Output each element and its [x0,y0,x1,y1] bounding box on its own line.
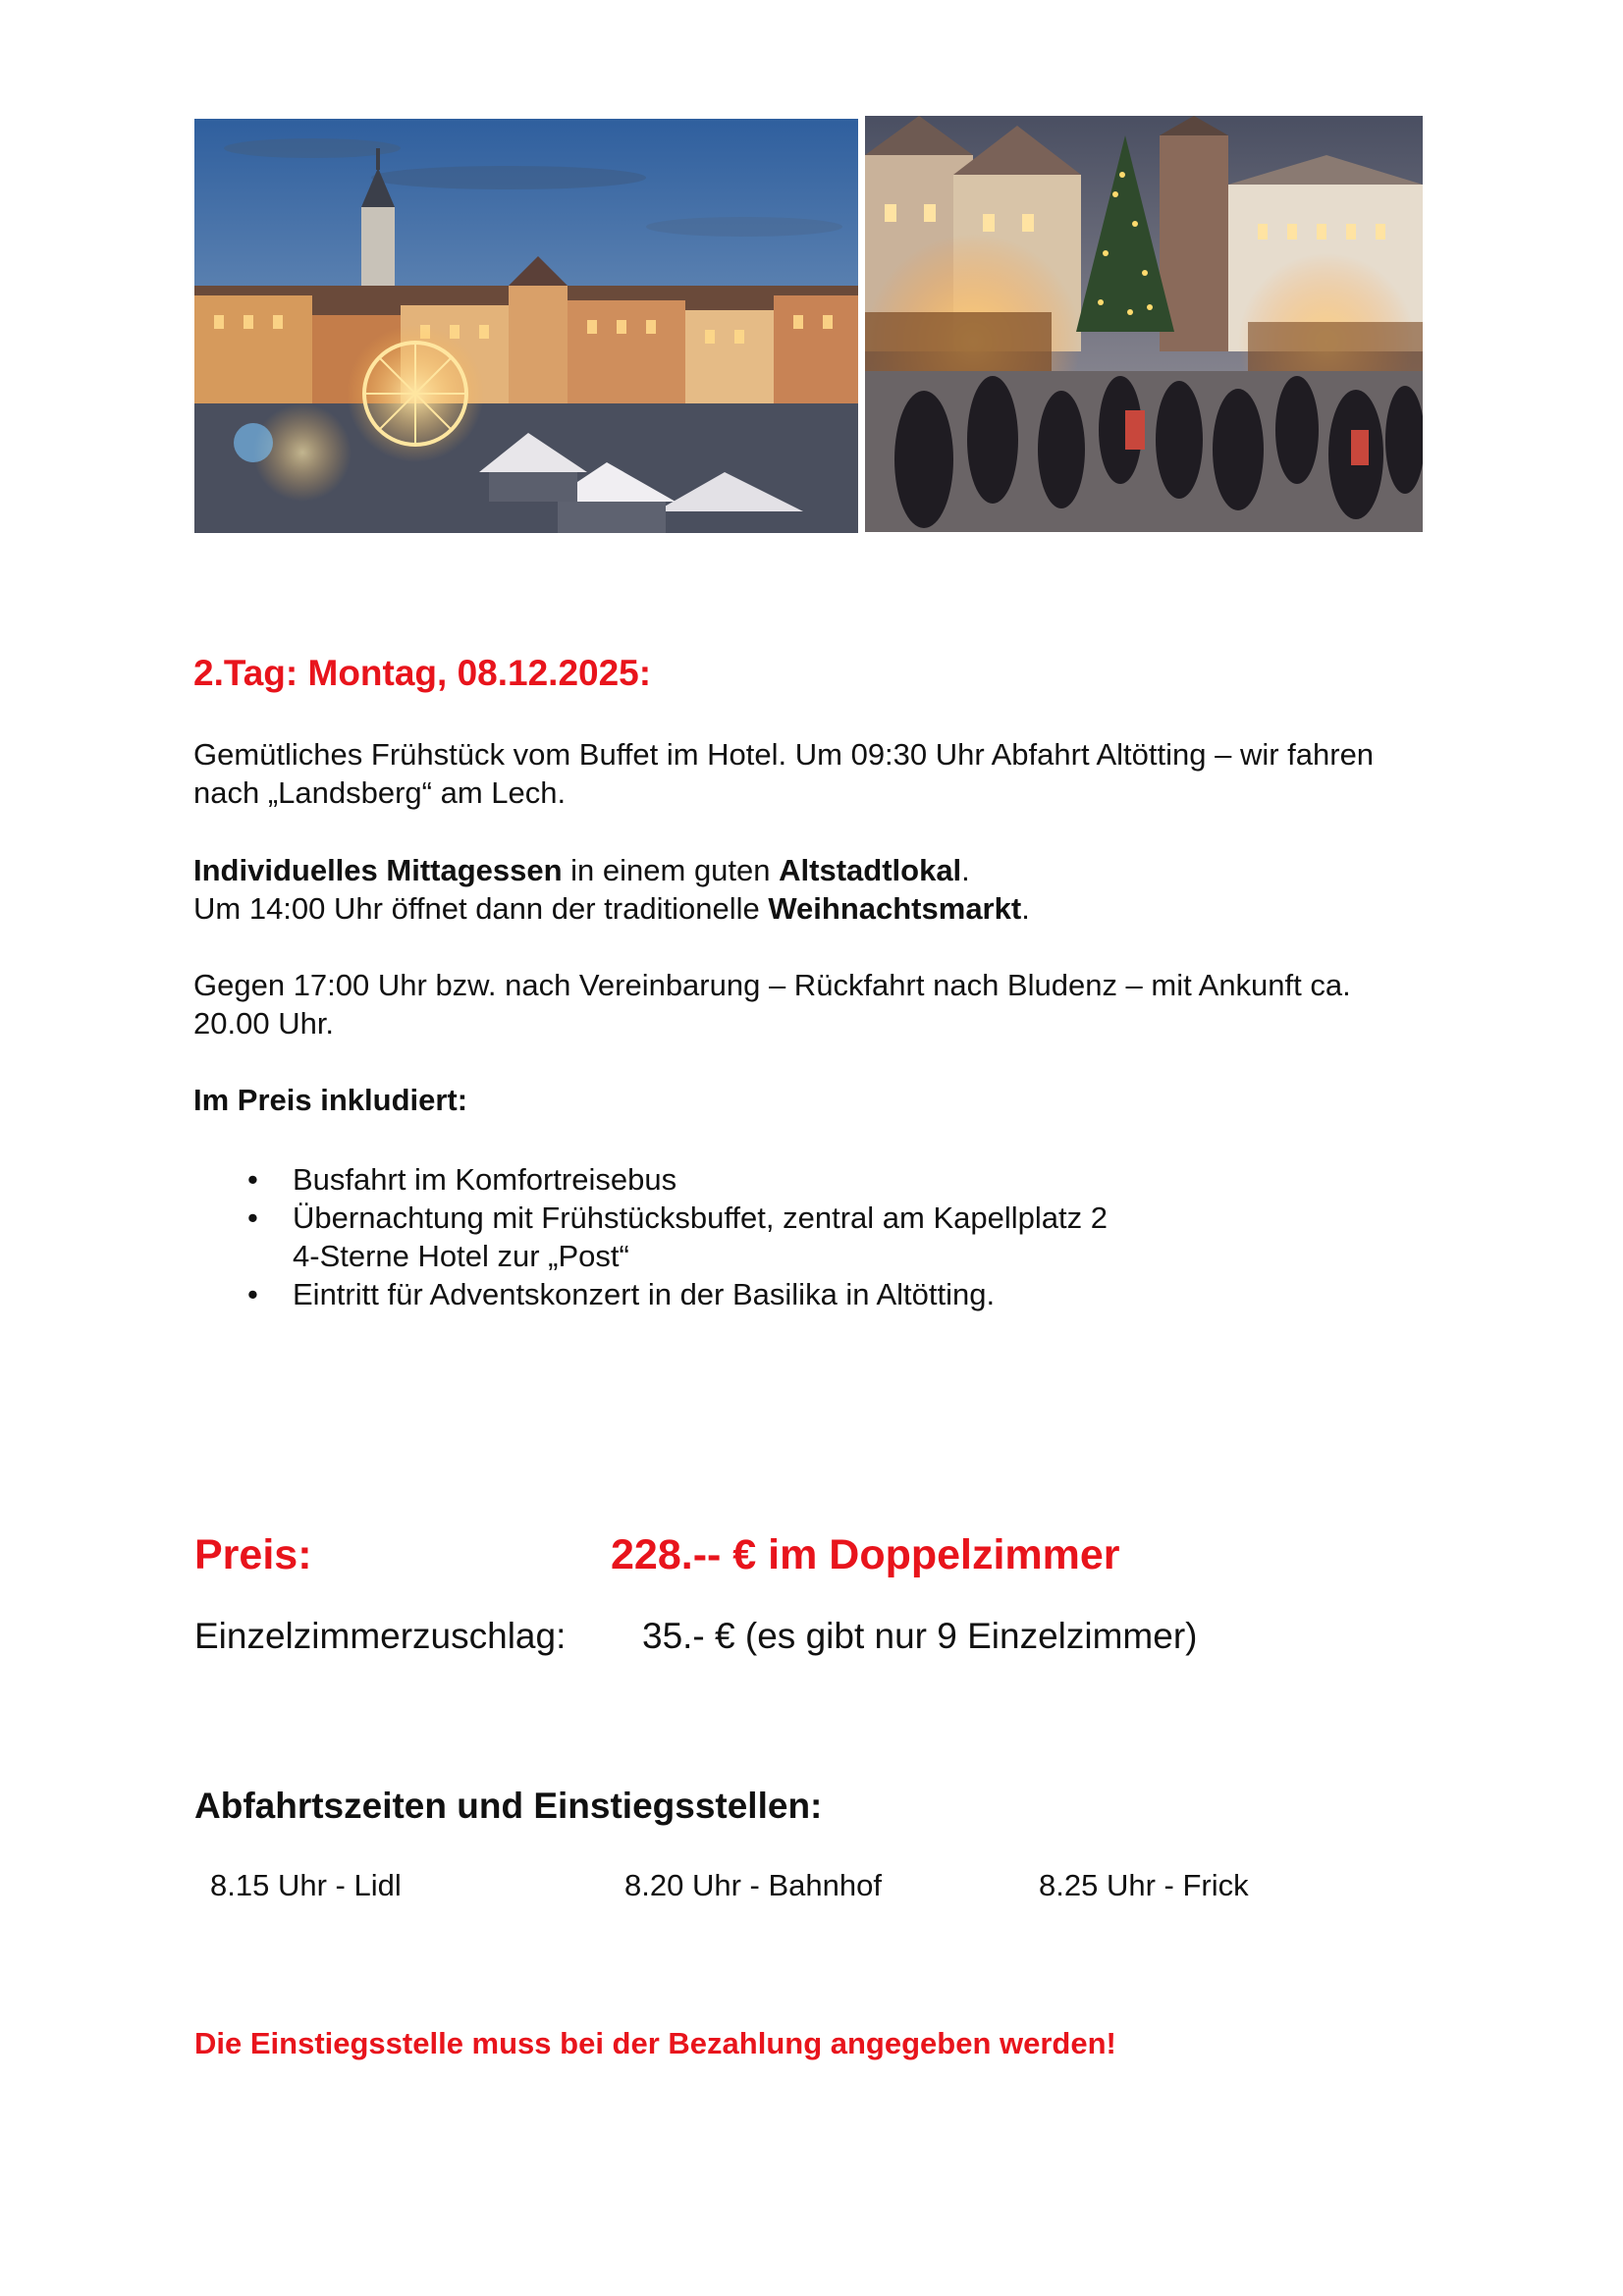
lunch-period: . [961,853,970,887]
market-crowd-illustration [865,116,1423,532]
market-text: Um 14:00 Uhr öffnet dann der traditionelle [193,891,769,926]
payment-notice: Die Einstiegsstelle muss bei der Bezahlung angegeben werden! [194,2026,1116,2060]
paragraph-breakfast-departure: Gemütliches Frühstück vom Buffet im Hotel. Um 09:30 Uhr Abfahrt Altötting – wir fahren nach „Landsberg“ am Lech. [193,737,1375,810]
lunch-line [193,851,1431,889]
included-item-text: Eintritt für Adventskonzert in der Basilika in Altötting. [293,1277,996,1311]
single-room-supplement-value: 35.- € (es gibt nur 9 Einzelzimmer) [642,1616,1198,1656]
list-item [247,1199,1108,1275]
bullet-icon: • [247,1162,258,1197]
departure-stop: 8.15 Uhr - Lidl [210,1868,402,1902]
included-heading: Im Preis inkludiert: [193,1083,468,1117]
market-emphasis: Weihnachtsmarkt [768,891,1022,926]
departure-stop: 8.25 Uhr - Frick [1039,1868,1249,1902]
list-item [247,1160,1108,1199]
included-list [247,1160,1108,1313]
list-item [247,1275,1108,1313]
included-item-text: Übernachtung mit Frühstücksbuffet, zentral am Kapellplatz 2 [293,1201,1108,1235]
market-period: . [1021,891,1030,926]
price-label: Preis: [194,1531,312,1578]
included-item-text: Busfahrt im Komfortreisebus [293,1162,677,1197]
market-line [193,889,1431,928]
departures-heading: Abfahrtszeiten und Einstiegsstellen: [194,1786,823,1826]
lunch-text: in einem guten [562,853,780,887]
day-heading: 2.Tag: Montag, 08.12.2025: [193,653,652,693]
paragraph-return-trip: Gegen 17:00 Uhr bzw. nach Vereinbarung – Rückfahrt nach Bludenz – mit Ankunft ca. 20.00 Uhr. [193,968,1351,1041]
price-value: 228.-- € im Doppelzimmer [611,1531,1120,1578]
departure-stop: 8.20 Uhr - Bahnhof [624,1868,882,1902]
paragraph-lunch-market [193,851,1431,928]
restaurant-emphasis: Altstadtlokal [779,853,962,887]
included-item-text-line2: 4-Sterne Hotel zur „Post“ [293,1239,629,1273]
bullet-icon: • [247,1201,258,1235]
christmas-market-square-photo [194,119,858,533]
town-square-illustration [194,119,858,533]
single-room-supplement-label: Einzelzimmerzuschlag: [194,1616,567,1656]
lunch-emphasis: Individuelles Mittagessen [193,853,563,887]
bullet-icon: • [247,1277,258,1311]
christmas-market-crowd-photo [865,116,1423,532]
